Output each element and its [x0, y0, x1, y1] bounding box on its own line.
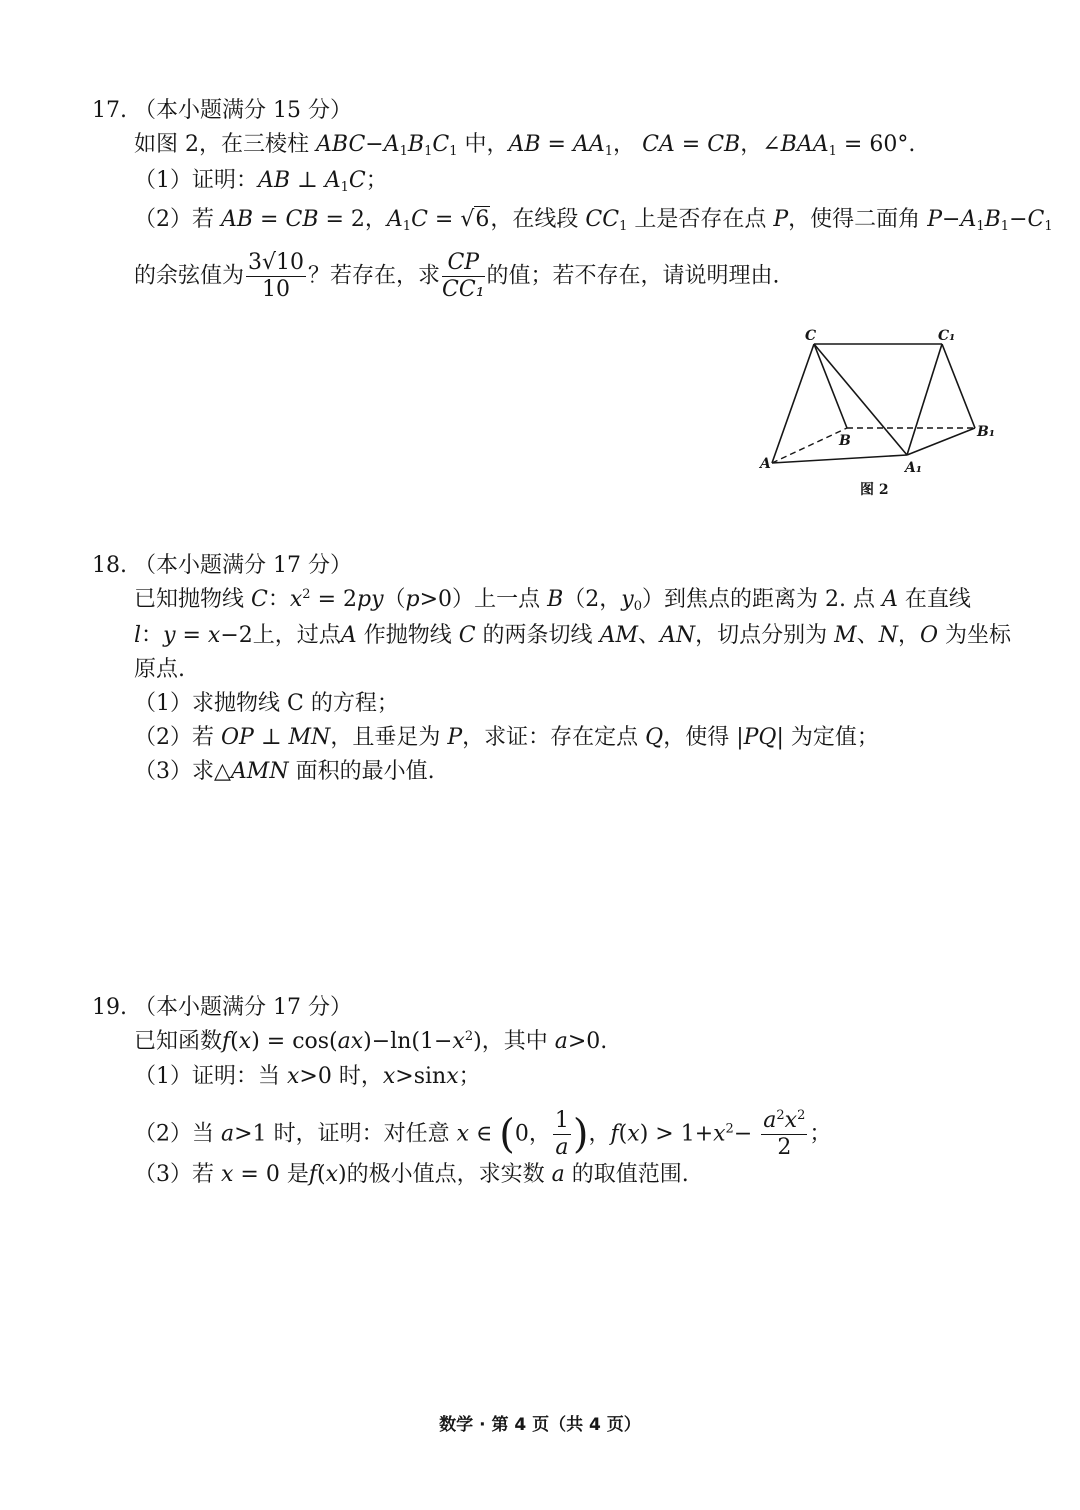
- label-c: C: [805, 328, 817, 344]
- q17-header: [92, 96, 352, 126]
- q18-line1: 已知抛物线 C：$x^2 = 2py(p>0)$上一点 B（2，$y_0$）到焦点的距离为 2. 点 A 在直线: [134, 587, 971, 614]
- q17-score: （本小题满分 15 分）: [134, 98, 352, 123]
- figure-caption: 图 2: [860, 482, 889, 498]
- page-footer: 数学 · 第 4 页（共 4 页）: [439, 1415, 641, 1435]
- q17-part2: （2）若 AB = CB = 2，$A_1C = √6$，在线段 $CC_1$ 上是否存在点 P，使得二面角 $P-A_1B_1-C_1$: [134, 207, 1053, 234]
- prism-figure: [755, 320, 995, 505]
- q19-part1: （1）证明：当 x>0 时，x>sinx；: [134, 1064, 481, 1089]
- q17-line3: 的余弦值为 $\frac{3√10}{10}$ ？若存在，求 $\frac{CP}{\text{CC₁}}$ 的值；若不存在，请说明理由.: [134, 250, 780, 302]
- q18-part1: （1）求抛物线 C 的方程；: [134, 691, 399, 716]
- q19-part2: （2）当 a>1 时，证明：对任意 x ∈ (0， $\frac{1}{a}$ )，$f(x) > 1+x^2-$ $\frac{a^2x^2}{2}$ ；: [134, 1108, 832, 1160]
- label-c1: C₁: [938, 328, 956, 344]
- q19-header: 19. （本小题满分 17 分）: [92, 995, 352, 1020]
- q19-part3: （3）若 x = 0 是f(x)的极小值点，求实数 a 的取值范围.: [134, 1162, 689, 1187]
- q17-intro: 如图 2，在三棱柱 $ABC-A_1B_1C_1$ 中，AB = $AA_1$， CA = CB，$\angle BAA_1 = 60^\circ$.: [134, 132, 916, 159]
- q17-part1: （1）证明：AB ⊥ $A_1C$；: [134, 168, 388, 195]
- label-a: A: [760, 456, 771, 472]
- label-b1: B₁: [977, 424, 995, 440]
- q17-number: 17.: [92, 98, 127, 123]
- prism-diagram: [755, 320, 995, 505]
- label-b: B: [839, 433, 851, 449]
- label-a1: A₁: [905, 460, 922, 476]
- q18-line3: 原点.: [134, 657, 185, 682]
- ratio-fraction: $\frac{CP}{\text{CC₁}}$: [442, 250, 485, 302]
- q19-line1: 已知函数$f(x) = \cos(ax)-\ln(1-x^2)$，其中 a>0.: [134, 1029, 608, 1054]
- q18-part3: （3）求△AMN 面积的最小值.: [134, 759, 435, 784]
- q18-part2: （2）若 OP ⊥ MN，且垂足为 P，求证：存在定点 Q，使得 |PQ| 为定值；: [134, 725, 879, 750]
- cosine-fraction: $\frac{3√10}{10}$: [248, 250, 305, 302]
- q18-header: 18. （本小题满分 17 分）: [92, 553, 352, 578]
- q18-line2: l：y = x−2上，过点A 作抛物线 C 的两条切线 AM、AN，切点分别为 M、N，O 为坐标: [134, 623, 1012, 648]
